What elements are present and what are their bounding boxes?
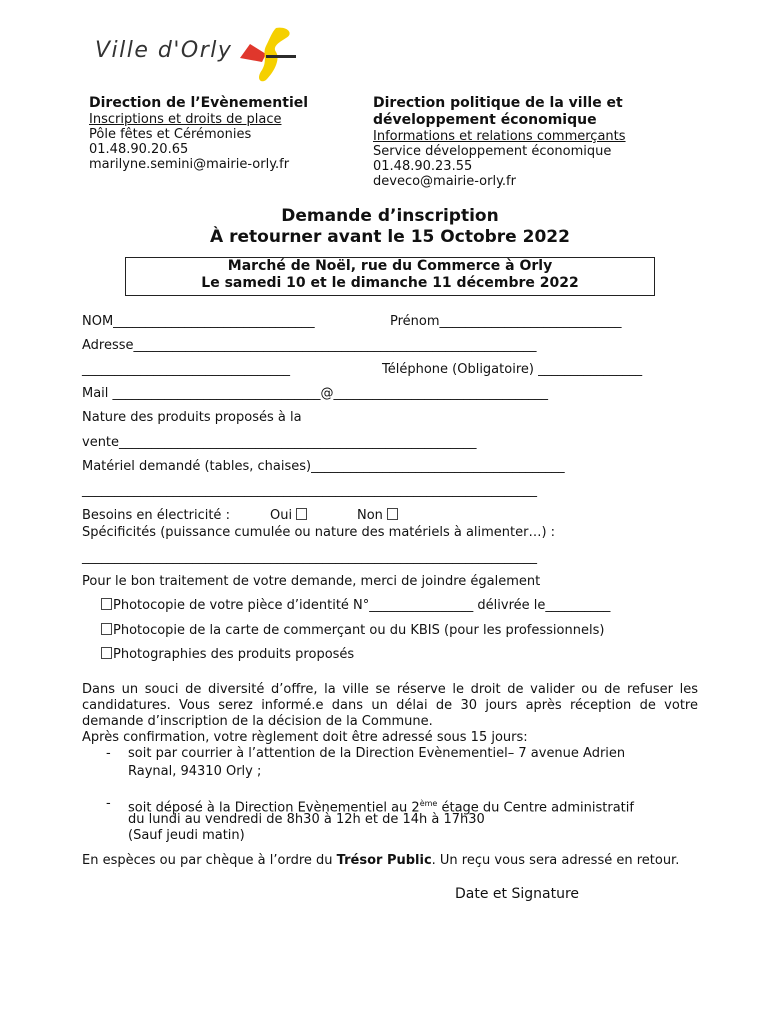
logo-mark-icon [236, 24, 298, 84]
checkbox-icon[interactable] [387, 508, 398, 520]
checkbox-icon[interactable] [101, 647, 112, 659]
non-checkbox[interactable] [357, 508, 399, 523]
left-phone: 01.48.90.20.65 [89, 142, 189, 157]
bullet-dash: - [106, 746, 111, 761]
bullet-courrier-line-1: soit par courrier à l’attention de la Direction Evènementiel– 7 avenue Adrien [128, 746, 626, 761]
attachment-item-kbis[interactable] [101, 623, 604, 638]
header-right [373, 95, 626, 189]
header-left [89, 95, 308, 172]
payment-delay: Après confirmation, votre règlement doit être adressé sous 15 jours: [82, 730, 528, 745]
materiel-field[interactable]: Matériel demandé (tables, chaises)_______________________________________ [82, 459, 565, 474]
bullet-depot-text-pre: soit déposé à la Direction Evènementiel au 2 [128, 800, 420, 816]
left-title: Direction de l’Evènementiel [89, 95, 309, 111]
form-deadline: À retourner avant le 15 Octobre 2022 [210, 227, 570, 247]
form-title: Demande d’inscription [281, 206, 499, 226]
right-subtitle: Informations et relations commerçants [373, 129, 626, 144]
specificites-label: Spécificités (puissance cumulée ou nature des matériels à alimenter…) : [82, 525, 556, 540]
left-email: marilyne.semini@mairie-orly.fr [89, 157, 290, 172]
signature-label: Date et Signature [455, 886, 580, 902]
attachment-item-identity[interactable] [101, 598, 610, 613]
logo-text: Ville d'Orly [95, 38, 233, 63]
bullet-depot-text-post: étage du Centre administratif [437, 800, 634, 816]
attachment-item-photos[interactable] [101, 647, 354, 662]
oui-checkbox[interactable] [270, 508, 308, 523]
checkbox-icon[interactable] [101, 598, 112, 610]
non-label: Non [357, 508, 383, 523]
telephone-field[interactable]: Téléphone (Obligatoire) ________________ [382, 362, 643, 377]
bullet-dash: - [106, 796, 111, 811]
logo-red-shape [240, 44, 266, 62]
bullet-courrier-line-2: Raynal, 94310 Orly ; [128, 764, 262, 779]
right-title-2: développement économique [373, 112, 597, 128]
oui-label: Oui [270, 508, 293, 523]
adresse-continued-field[interactable]: ________________________________ [82, 362, 290, 377]
event-line-2: Le samedi 10 et le dimanche 11 décembre 2022 [201, 275, 579, 291]
right-title-1: Direction politique de la ville et [373, 95, 623, 111]
specificites-field[interactable]: ______________________________________________________________________ [82, 550, 537, 565]
nature-field[interactable]: vente_______________________________________________________ [82, 435, 477, 450]
payment-payee: Trésor Public [336, 853, 432, 868]
event-line-1: Marché de Noël, rue du Commerce à Orly [227, 258, 553, 274]
adresse-field[interactable]: Adresse______________________________________________________________ [82, 338, 537, 353]
nom-field[interactable]: NOM_______________________________ [82, 314, 315, 329]
payment-paragraph [82, 853, 698, 869]
materiel-continued-field[interactable]: ______________________________________________________________________ [82, 483, 537, 498]
bullet-depot-hours: du lundi au vendredi de 8h30 à 12h et de 14h à 17h30 [128, 812, 485, 827]
bullet-depot-exception: (Sauf jeudi matin) [128, 828, 245, 843]
electricite-label: Besoins en électricité : [82, 508, 230, 523]
attachment-label-identity: Photocopie de votre pièce d’identité N°________________ délivrée le__________ [113, 598, 611, 613]
event-box [125, 257, 655, 296]
attachment-label-kbis: Photocopie de la carte de commerçant ou du KBIS (pour les professionnels) [113, 623, 605, 638]
left-line-1: Pôle fêtes et Cérémonies [89, 127, 252, 142]
right-line-1: Service développement économique [373, 144, 612, 159]
checkbox-icon[interactable] [101, 623, 112, 635]
checkbox-icon[interactable] [296, 508, 307, 520]
attachment-label-photos: Photographies des produits proposés [113, 647, 355, 662]
left-subtitle: Inscriptions et droits de place [89, 112, 282, 127]
right-phone: 01.48.90.23.55 [373, 159, 473, 174]
nature-label: Nature des produits proposés à la [82, 410, 302, 425]
right-email: deveco@mairie-orly.fr [373, 174, 516, 189]
bullet-depot-superscript: ème [419, 799, 438, 808]
payment-text-pre: En espèces ou par chèque à l’ordre du [82, 853, 337, 868]
conditions-paragraph: Dans un souci de diversité d’offre, la ville se réserve le droit de valider ou de refuser les candidatures. Vous serez informé.e dans un délai de 30 jours après réception de votre demande d’inscription de la décision de la Commune. [82, 682, 698, 729]
logo-dark-bar [266, 55, 296, 58]
prenom-field[interactable]: Prénom____________________________ [390, 314, 622, 329]
attachments-intro: Pour le bon traitement de votre demande, merci de joindre également [82, 574, 541, 589]
payment-text-post: . Un reçu vous sera adressé en retour. [431, 853, 680, 868]
mail-field[interactable]: Mail ________________________________@_________________________________ [82, 386, 549, 401]
